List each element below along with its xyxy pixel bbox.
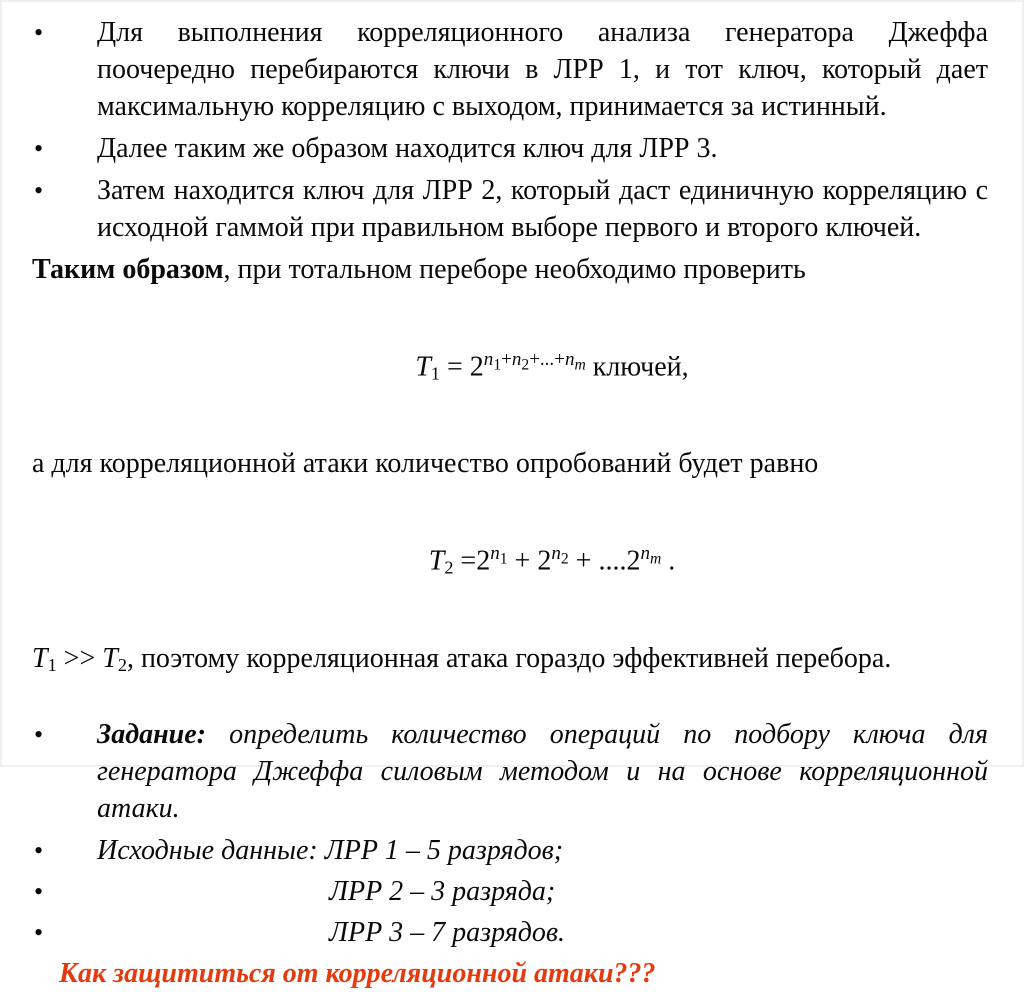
bullet-item-lrr3-bits — [32, 914, 988, 951]
exp-n2: n — [511, 349, 522, 370]
exp-s1: 1 — [493, 356, 502, 374]
exp-n1: n — [483, 349, 494, 370]
conclusion-t1-sub: 1 — [47, 654, 57, 675]
task-label: Задание: — [97, 718, 207, 750]
formula-t2-equals: =2 — [453, 545, 491, 577]
conclusion-t1: T — [32, 642, 48, 674]
bullet-icon: • — [34, 835, 44, 865]
bullet-text: Затем находится ключ для ЛРР 2, который даст единичную корреляцию с исходной гаммой при правильном выборе первого и второго ключей. — [97, 175, 988, 243]
formula-t1-exponent — [483, 349, 586, 374]
bullet-icon: • — [34, 917, 44, 947]
formula-t1-var: T — [415, 351, 431, 383]
formula-t1-equals: = 2 — [440, 351, 484, 383]
bullet-icon: • — [34, 134, 44, 163]
bullet-icon: • — [34, 18, 44, 47]
bullet-item-task — [32, 716, 988, 827]
bullet-text: ЛРР 3 – 7 разрядов. — [329, 916, 566, 948]
bullet-item-correlation-analysis — [32, 14, 988, 125]
bullet-text: Исходные данные: ЛРР 1 – 5 разрядов; — [97, 834, 564, 866]
bullet-icon: • — [34, 719, 44, 749]
t2-exp1 — [490, 543, 508, 568]
t2-exp3 — [640, 543, 662, 568]
t2-plus2: + 2 — [507, 545, 552, 577]
formula-t2-suffix: . — [661, 545, 676, 577]
exp-nm: n — [564, 349, 575, 370]
paragraph-correlation-attack: а для корреляционной атаки количество опробований будет равно — [32, 448, 819, 480]
bullet-icon: • — [34, 876, 44, 906]
t2-plus3: + ....2 — [568, 545, 641, 577]
conclusion-rel: >> — [56, 642, 103, 674]
paragraph-thus-bold: Таким образом — [32, 254, 224, 285]
formula-t2 — [32, 482, 988, 639]
paragraph-thus-rest: , при тотальном переборе необходимо проверить — [223, 254, 806, 285]
exp-nm: n — [640, 543, 650, 565]
bullet-item-lrr3-key — [32, 130, 988, 167]
bullet-text: Далее таким же образом находится ключ для ЛРР 3. — [97, 133, 718, 164]
formula-t1-suffix: ключей, — [585, 351, 689, 383]
exp-sm: m — [649, 550, 662, 568]
question-highlight: Как защититься от корреляционной атаки??? — [59, 957, 656, 989]
paragraph-conclusion — [32, 640, 988, 684]
bullet-item-lrr2-key — [32, 172, 988, 246]
bullet-text: Для выполнения корреляционного анализа генератора Джеффа поочередно перебираются ключи в ЛРР 1, и тот ключ, который дает максимальную корреляцию с выходом, принимается за истинный. — [97, 17, 988, 122]
exp-plus1: + — [501, 349, 512, 370]
bullet-item-lrr2-bits — [32, 873, 988, 910]
exp-s1: 1 — [499, 550, 508, 568]
exp-n2: n — [551, 543, 561, 565]
exp-s2: 2 — [560, 550, 569, 568]
t2-exp2 — [551, 543, 569, 568]
conclusion-rest: , поэтому корреляционная атака гораздо эффективней перебора. — [126, 642, 892, 674]
conclusion-t2-sub: 2 — [117, 654, 127, 675]
formula-t1 — [32, 288, 988, 445]
bullet-icon: • — [34, 176, 44, 205]
formula-t1-var-sub: 1 — [430, 363, 440, 384]
exp-dots: +...+ — [529, 349, 565, 370]
conclusion-t2: T — [102, 642, 118, 674]
exp-n1: n — [490, 543, 500, 565]
exp-s2: 2 — [521, 356, 530, 374]
paragraph-thus — [32, 251, 988, 288]
formula-t2-var: T — [428, 545, 445, 577]
bullet-item-initial-data-lrr1 — [32, 832, 988, 869]
exp-sm: m — [574, 356, 586, 374]
bullet-text: ЛРР 2 – 3 разряда; — [329, 875, 556, 907]
formula-t2-var-sub: 2 — [444, 557, 454, 578]
task-text: определить количество операций по подбору ключа для генератора Джеффа силовым методом и на основе корреляционной атаки. — [97, 718, 988, 824]
